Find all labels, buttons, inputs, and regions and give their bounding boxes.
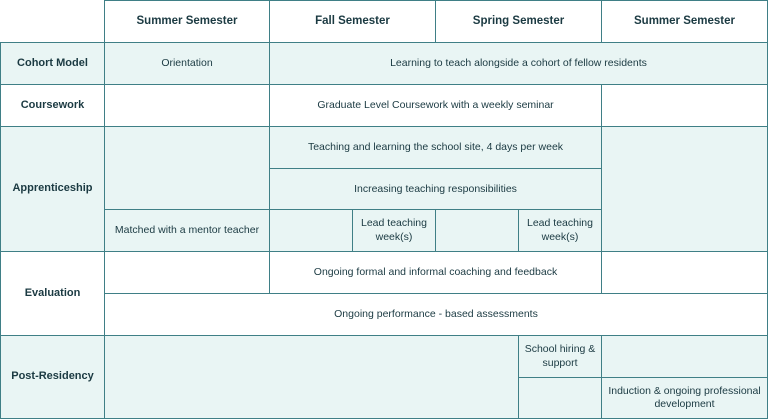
row-label-evaluation: Evaluation <box>0 251 105 336</box>
column-header-summer-2: Summer Semester <box>601 0 768 43</box>
post-residency-empty-summer-2 <box>601 335 768 378</box>
apprenticeship-spring-empty <box>435 209 519 252</box>
row-label-post-residency: Post-Residency <box>0 335 105 419</box>
row-label-apprenticeship: Apprenticeship <box>0 126 105 252</box>
apprenticeship-lead-spring-cell: Lead teaching week(s) <box>518 209 602 252</box>
apprenticeship-lead-fall-cell: Lead teaching week(s) <box>352 209 436 252</box>
apprenticeship-mentor-cell: Matched with a mentor teacher <box>104 209 270 252</box>
cohort-learning-cell: Learning to teach alongside a cohort of fellow residents <box>269 42 768 85</box>
post-residency-empty-left <box>104 335 519 419</box>
evaluation-empty-summer-1 <box>104 251 270 294</box>
row-label-cohort-model: Cohort Model <box>0 42 105 85</box>
apprenticeship-fall-empty <box>269 209 353 252</box>
column-header-spring: Spring Semester <box>435 0 602 43</box>
column-header-fall: Fall Semester <box>269 0 436 43</box>
evaluation-coaching-cell: Ongoing formal and informal coaching and feedback <box>269 251 602 294</box>
coursework-empty-summer-2 <box>601 84 768 127</box>
apprenticeship-increasing-cell: Increasing teaching responsibilities <box>269 168 602 211</box>
post-residency-hiring-cell: School hiring & support <box>518 335 602 378</box>
row-label-coursework: Coursework <box>0 84 105 127</box>
evaluation-empty-summer-2 <box>601 251 768 294</box>
post-residency-spring-empty-bottom <box>518 377 602 419</box>
column-header-summer-1: Summer Semester <box>104 0 270 43</box>
coursework-empty-summer-1 <box>104 84 270 127</box>
apprenticeship-teaching-site-cell: Teaching and learning the school site, 4 days per week <box>269 126 602 169</box>
cohort-orientation-cell: Orientation <box>104 42 270 85</box>
coursework-graduate-cell: Graduate Level Coursework with a weekly seminar <box>269 84 602 127</box>
apprenticeship-empty-summer-2 <box>601 126 768 252</box>
apprenticeship-empty-summer-1 <box>104 126 270 210</box>
post-residency-induction-cell: Induction & ongoing professional development <box>601 377 768 419</box>
evaluation-assessments-cell: Ongoing performance - based assessments <box>104 293 768 336</box>
